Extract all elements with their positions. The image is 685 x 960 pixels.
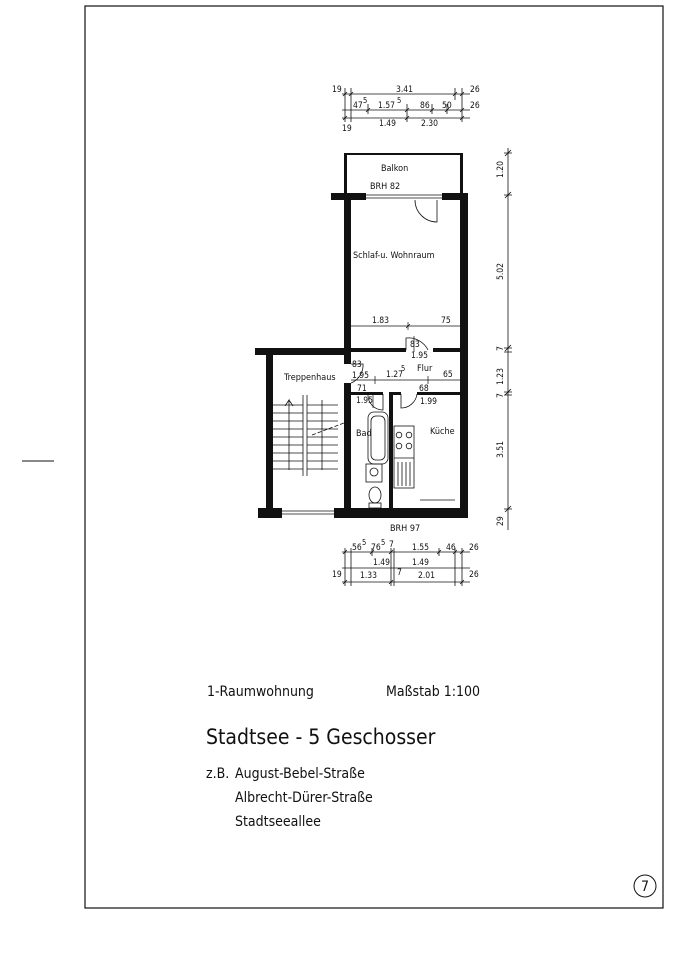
dim-bot-7b: 7 xyxy=(397,568,402,578)
dim-right-123: 1.23 xyxy=(496,367,506,385)
dim-top-50: 50 xyxy=(442,101,452,111)
dim-top-19b: 19 xyxy=(342,124,352,134)
sheet-border xyxy=(85,6,663,908)
staircase xyxy=(273,395,344,476)
dim-int-75: 75 xyxy=(441,316,451,326)
dim-int-65: 65 xyxy=(443,370,453,380)
dim-bot-56-sup: 5 xyxy=(362,538,367,547)
dim-bot-201: 2.01 xyxy=(418,571,436,581)
dim-int-195a: 1.95 xyxy=(411,351,429,361)
label-stairwell: Treppenhaus xyxy=(284,373,336,383)
dim-right-120: 1.20 xyxy=(496,160,506,178)
dim-bot-76: 76 xyxy=(371,543,381,553)
dim-bot-26a: 26 xyxy=(469,543,479,553)
label-brh-top: BRH 82 xyxy=(370,182,401,192)
dim-int-127-sup: 5 xyxy=(401,364,406,373)
dim-int-195c: 1.95 xyxy=(356,396,374,406)
dim-bot-46: 46 xyxy=(446,543,456,553)
dim-bot-133: 1.33 xyxy=(360,571,378,581)
dim-int-71: 71 xyxy=(357,384,367,394)
dim-top-341: 3.41 xyxy=(396,85,414,95)
dim-bot-76-sup: 5 xyxy=(381,538,386,547)
dim-top-157: 1.57 xyxy=(378,101,396,111)
dim-top-47-sup: 5 xyxy=(363,96,368,105)
label-hall: Flur xyxy=(417,364,433,374)
dim-right-7b: 7 xyxy=(496,393,506,398)
label-bath: Bad xyxy=(356,429,372,439)
dim-right-351: 3.51 xyxy=(496,440,506,458)
street-3: Stadtseeallee xyxy=(235,814,321,830)
label-living-room: Schlaf-u. Wohnraum xyxy=(353,251,435,261)
street-2: Albrecht-Dürer-Straße xyxy=(235,790,373,806)
label-balcony: Balkon xyxy=(381,164,409,174)
unit-type-label: 1-Raumwohnung xyxy=(207,684,314,700)
dim-right-7a: 7 xyxy=(496,346,506,351)
dim-int-195b: 1.95 xyxy=(352,371,370,381)
dim-top-26: 26 xyxy=(470,85,480,95)
scale-label: Maßstab 1:100 xyxy=(386,684,481,700)
dim-bot-26b: 26 xyxy=(469,570,479,580)
dim-right-502: 5.02 xyxy=(496,262,506,280)
dim-int-199: 1.99 xyxy=(420,397,438,407)
right-dimensions xyxy=(504,148,512,530)
dim-bot-149a: 1.49 xyxy=(373,558,391,568)
walls xyxy=(255,153,468,518)
dim-bot-56: 56 xyxy=(352,543,362,553)
building-title: Stadtsee - 5 Geschosser xyxy=(206,725,436,749)
dim-top-47: 47 xyxy=(353,101,363,111)
dim-top-19: 19 xyxy=(332,85,342,95)
dim-top-26b: 26 xyxy=(470,101,480,111)
bath-fixtures xyxy=(366,412,388,508)
label-kitchen: Küche xyxy=(430,427,455,437)
dim-top-157-sup: 5 xyxy=(397,96,402,105)
example-prefix: z.B. xyxy=(206,766,230,782)
dim-bot-149b: 1.49 xyxy=(412,558,430,568)
dim-top-230: 2.30 xyxy=(421,119,439,129)
page-number: 7 xyxy=(640,879,650,895)
dim-int-183: 1.83 xyxy=(372,316,390,326)
dim-right-29: 29 xyxy=(496,516,506,526)
kitchen-fixtures xyxy=(394,426,414,488)
label-brh-bottom: BRH 97 xyxy=(390,524,421,534)
dim-bot-155: 1.55 xyxy=(412,543,430,553)
dim-int-68: 68 xyxy=(419,384,429,394)
dim-int-83b: 83 xyxy=(352,360,362,370)
dim-top-86: 86 xyxy=(420,101,430,111)
dim-top-149: 1.49 xyxy=(379,119,397,129)
dim-bot-7a: 7 xyxy=(389,540,394,550)
dim-bot-19: 19 xyxy=(332,570,342,580)
street-1: August-Bebel-Straße xyxy=(235,766,365,782)
dim-int-127: 1.27 xyxy=(386,370,404,380)
dim-int-83a: 83 xyxy=(410,340,420,350)
